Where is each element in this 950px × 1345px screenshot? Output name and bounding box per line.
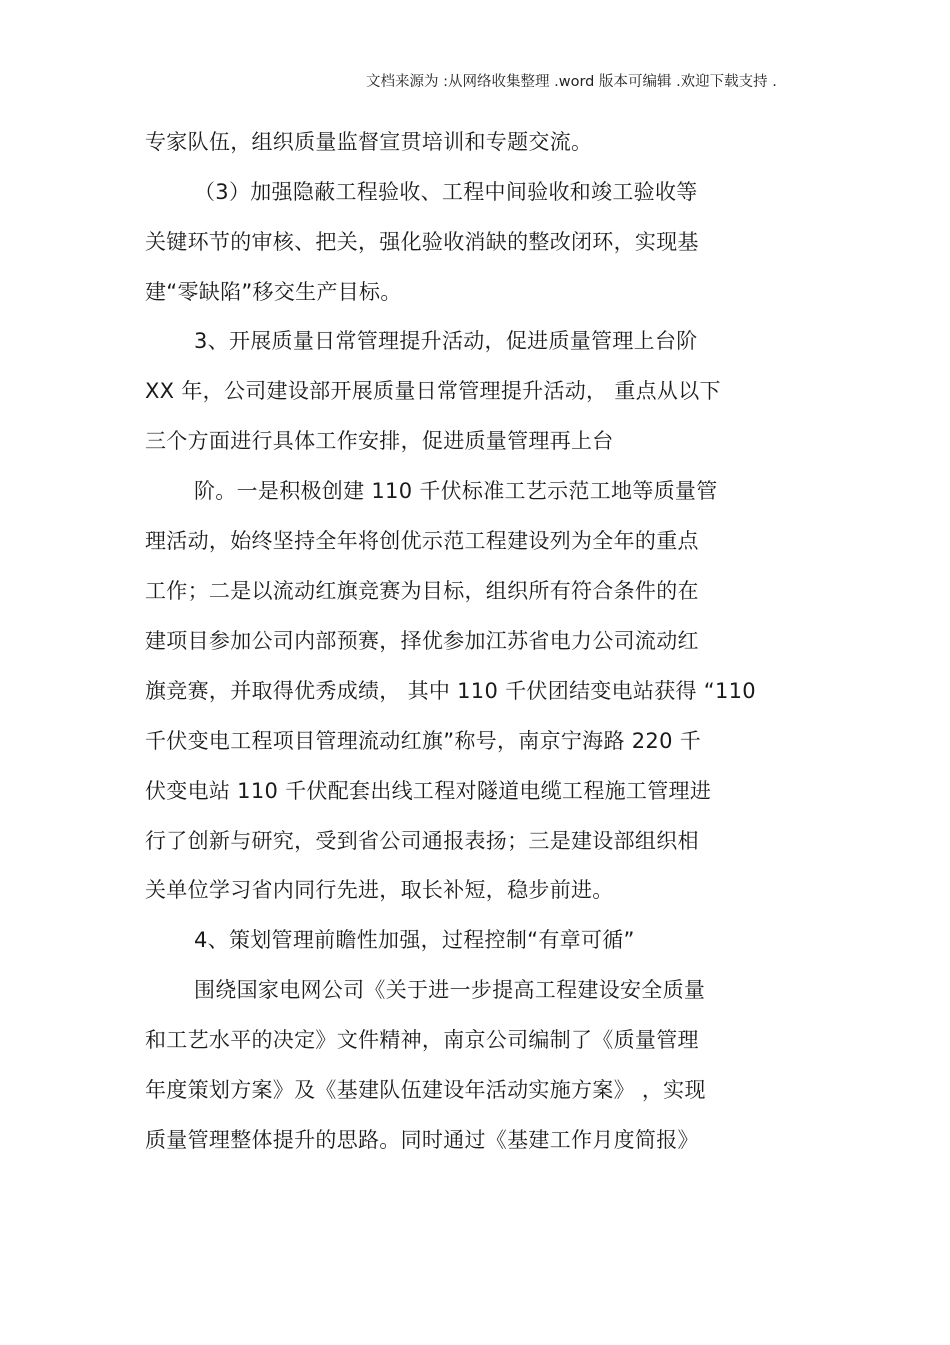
body-line: 建“零缺陷”移交生产目标。	[145, 280, 402, 304]
body-line: 专家队伍，组织质量监督宣贯培训和专题交流。	[145, 130, 593, 154]
body-line: 年度策划方案》及《基建队伍建设年活动实施方案》 ，实现	[145, 1078, 706, 1102]
body-line: 阶。一是积极创建 110 千伏标准工艺示范工地等质量管	[194, 479, 718, 503]
body-line: 行了创新与研究，受到省公司通报表扬；三是建设部组织相	[145, 829, 699, 853]
body-line: （3）加强隐蔽工程验收、工程中间验收和竣工验收等	[194, 180, 698, 204]
body-line: 三个方面进行具体工作安排，促进质量管理再上台	[145, 429, 614, 453]
section-heading-3: 3、开展质量日常管理提升活动，促进质量管理上台阶	[194, 329, 698, 353]
body-line: 围绕国家电网公司《关于进一步提高工程建设安全质量	[194, 978, 706, 1002]
body-line: 工作；二是以流动红旗竞赛为目标，组织所有符合条件的在	[145, 579, 699, 603]
section-heading-4: 4、策划管理前瞻性加强，过程控制“有章可循”	[194, 928, 635, 952]
body-line: 伏变电站 110 千伏配套出线工程对隧道电缆工程施工管理进	[145, 779, 712, 803]
page-header-note: 文档来源为 :从网络收集整理 .word 版本可编辑 .欢迎下载支持 .	[366, 74, 777, 90]
body-line: 旗竞赛，并取得优秀成绩， 其中 110 千伏团结变电站获得 “110	[145, 679, 756, 703]
body-line: 理活动，始终坚持全年将创优示范工程建设列为全年的重点	[145, 529, 699, 553]
body-line: 质量管理整体提升的思路。同时通过《基建工作月度简报》	[145, 1128, 699, 1152]
body-line: 建项目参加公司内部预赛，择优参加江苏省电力公司流动红	[145, 629, 699, 653]
body-line: 和工艺水平的决定》文件精神，南京公司编制了《质量管理	[145, 1028, 699, 1052]
body-line: 关单位学习省内同行先进，取长补短，稳步前进。	[145, 878, 614, 902]
body-line: XX 年，公司建设部开展质量日常管理提升活动， 重点从以下	[145, 379, 721, 403]
body-line: 千伏变电工程项目管理流动红旗”称号，南京宁海路 220 千	[145, 729, 702, 753]
body-line: 关键环节的审核、把关，强化验收消缺的整改闭环，实现基	[145, 230, 699, 254]
